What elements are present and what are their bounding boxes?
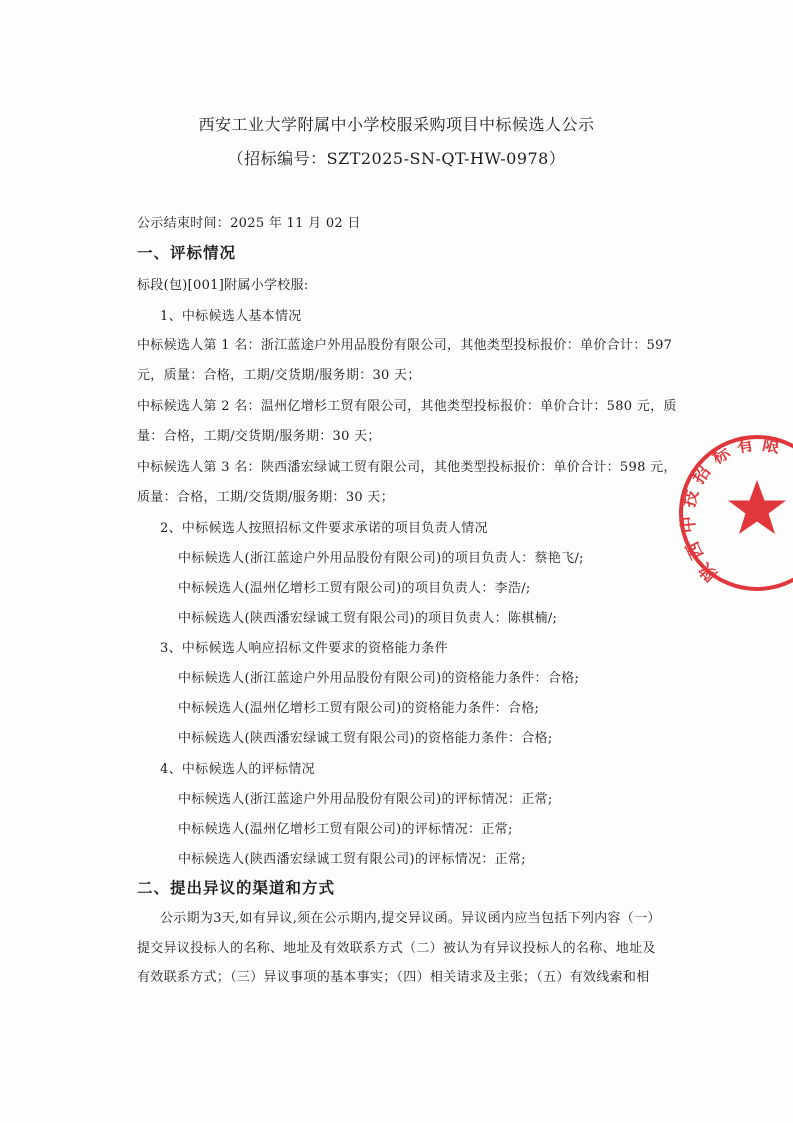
- objection-paragraph-line: 有效联系方式；（三）异议事项的基本事实；（四）相关请求及主张；（五）有效线索和相: [137, 970, 650, 985]
- subsection-heading-project-lead: 2、中标候选人按照招标文件要求承诺的项目负责人情况: [160, 521, 488, 536]
- candidate-line: 元，质量：合格，工期/交货期/服务期：30 天；: [137, 368, 421, 383]
- qualification-line: 中标候选人(浙江蓝途户外用品股份有限公司)的资格能力条件：合格;: [178, 671, 580, 686]
- page-title: 西安工业大学附属中小学校服采购项目中标候选人公示: [198, 115, 595, 134]
- evaluation-line: 中标候选人(陕西潘宏绿诚工贸有限公司)的评标情况：正常;: [178, 852, 526, 867]
- evaluation-line: 中标候选人(浙江蓝途户外用品股份有限公司)的评标情况：正常;: [178, 792, 553, 807]
- tender-number: （招标编号：SZT2025-SN-QT-HW-0978）: [227, 149, 566, 168]
- seal-char: 限: [760, 434, 782, 458]
- project-lead-line: 中标候选人(温州亿增杉工贸有限公司)的项目负责人：李浩/;: [178, 581, 531, 596]
- candidate-line: 中标候选人第 2 名：温州亿增杉工贸有限公司，其他类型投标报价：单价合计：580 元，质: [137, 399, 677, 414]
- section-heading-evaluation: 一、评标情况: [137, 244, 237, 262]
- seal-char: 中: [678, 515, 700, 534]
- subsection-heading-evaluation: 4、中标候选人的评标情况: [160, 762, 315, 777]
- seal-char: 招: [688, 462, 715, 488]
- candidate-line: 质量：合格，工期/交货期/服务期：30 天；: [137, 490, 395, 505]
- subsection-heading-basic-info: 1、中标候选人基本情况: [160, 309, 302, 324]
- company-seal: [672, 428, 793, 598]
- seal-char: 技: [679, 487, 704, 510]
- evaluation-line: 中标候选人(温州亿增杉工贸有限公司)的评标情况：正常;: [178, 822, 513, 837]
- candidate-line: 中标候选人第 3 名：陕西潘宏绿诚工贸有限公司，其他类型投标报价：单价合计：598 元，: [137, 460, 677, 475]
- lot-label: 标段(包)[001]附属小学校服:: [137, 278, 309, 293]
- qualification-line: 中标候选人(陕西潘宏绿诚工贸有限公司)的资格能力条件：合格;: [178, 731, 553, 746]
- seal-char: 陕: [695, 558, 722, 585]
- candidate-line: 中标候选人第 1 名：浙江蓝途户外用品股份有限公司，其他类型投标报价：单价合计：597: [137, 338, 673, 353]
- objection-paragraph-line: 公示期为3天,如有异议,须在公示期内,提交异议函。异议函内应当包括下列内容（一）: [160, 911, 661, 926]
- objection-paragraph-line: 提交异议投标人的名称、地址及有效联系方式（二）被认为有异议投标人的名称、地址及: [137, 941, 656, 956]
- announcement-end-time: 公示结束时间：2025 年 11 月 02 日: [137, 216, 361, 231]
- candidate-line: 量：合格，工期/交货期/服务期：30 天；: [137, 429, 381, 444]
- section-heading-objection: 二、提出异议的渠道和方式: [137, 879, 336, 897]
- seal-star-icon: [728, 480, 786, 534]
- project-lead-line: 中标候选人(浙江蓝途户外用品股份有限公司)的项目负责人：蔡艳飞/;: [178, 551, 584, 566]
- seal-char: 有: [735, 434, 756, 458]
- subsection-heading-qualification: 3、中标候选人响应招标文件要求的资格能力条件: [160, 641, 448, 656]
- seal-char: 标: [708, 442, 734, 469]
- qualification-line: 中标候选人(温州亿增杉工贸有限公司)的资格能力条件：合格;: [178, 701, 540, 716]
- project-lead-line: 中标候选人(陕西潘宏绿诚工贸有限公司)的项目负责人：陈棋楠/;: [178, 611, 558, 626]
- seal-ring: [681, 434, 793, 589]
- seal-char: 西: [682, 538, 709, 563]
